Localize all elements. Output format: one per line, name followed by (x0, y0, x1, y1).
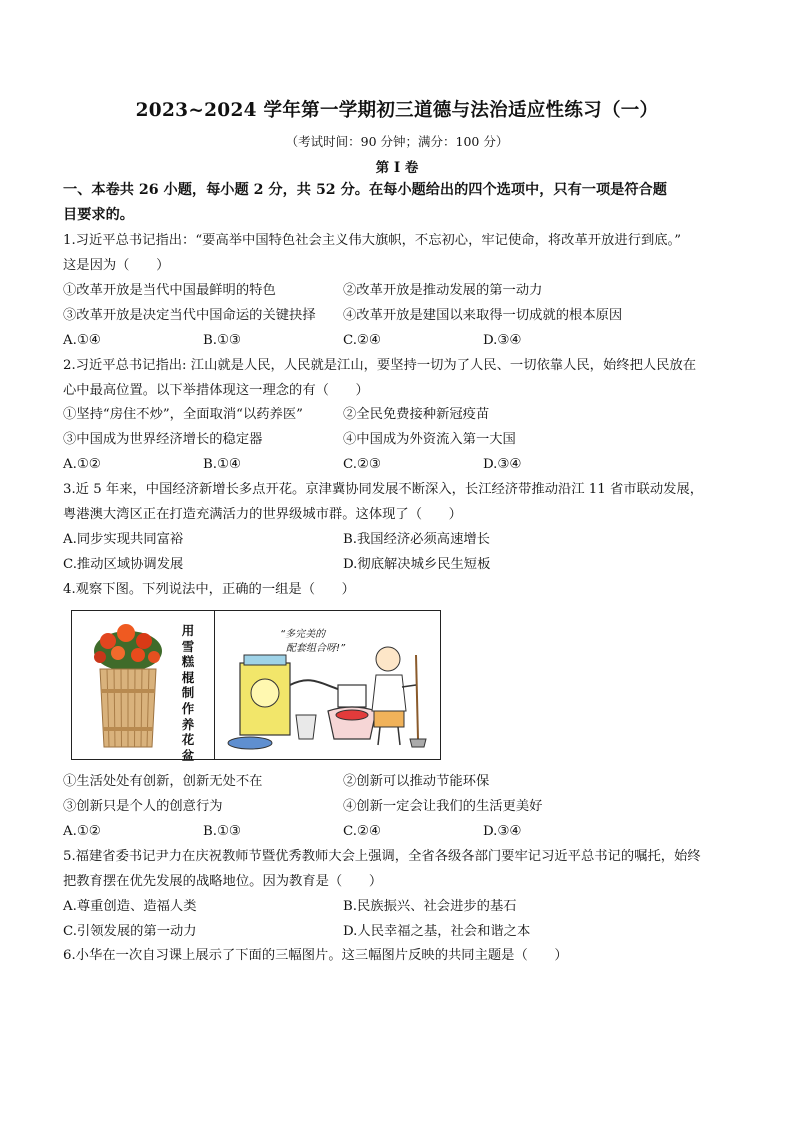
washing-machine-toilet-cartoon (220, 615, 440, 755)
q1-statement-3: ③改革开放是决定当代中国命运的关键抉择 (63, 308, 316, 323)
q4-statement-3: ③创新只是个人的创意行为 (63, 799, 223, 814)
q1-option-c[interactable]: C.②④ (343, 333, 381, 348)
q2-option-b[interactable]: B.①④ (203, 457, 241, 472)
page-title: 2023~2024 学年第一学期初三道德与法治适应性练习（一） (135, 100, 659, 121)
q4-statement-1: ①生活处处有创新，创新无处不在 (63, 774, 263, 789)
section-instruction-line2: 目要求的。 (63, 207, 134, 223)
q1-option-a[interactable]: A.①④ (63, 333, 101, 348)
q2-statement-1: ①坚持“房住不炒”，全面取消“以药养医” (63, 407, 303, 422)
question-5-stem: 5.福建省委书记尹力在庆祝教师节暨优秀教师大会上强调，全省各级各部门要牢记习近平总书记的嘱托，始终 (63, 849, 701, 864)
q4-statement-4: ④创新一定会让我们的生活更美好 (343, 799, 543, 814)
q1-statement-4: ④改革开放是建国以来取得一切成就的根本原因 (343, 308, 623, 323)
q2-option-a[interactable]: A.①② (63, 457, 101, 472)
q4-option-c[interactable]: C.②④ (343, 824, 381, 839)
q2-statement-4: ④中国成为外资流入第一大国 (343, 432, 516, 447)
q1-option-d[interactable]: D.③④ (483, 333, 522, 348)
cartoon-speech-line1: “多完美的 (280, 629, 326, 640)
q3-option-a[interactable]: A.同步实现共同富裕 (63, 532, 184, 547)
section-instruction-line1: 一、本卷共 26 小题，每小题 2 分，共 52 分。在每小题给出的四个选项中，只有一项是符合题 (63, 182, 667, 198)
q2-option-c[interactable]: C.②③ (343, 457, 381, 472)
question-6-stem: 6.小华在一次自习课上展示了下面的三幅图片。这三幅图片反映的共同主题是（ ） (63, 948, 568, 963)
q5-option-a[interactable]: A.尊重创造、造福人类 (63, 899, 197, 914)
q5-option-c[interactable]: C.引领发展的第一动力 (63, 924, 197, 939)
q4-option-d[interactable]: D.③④ (483, 824, 522, 839)
question-1-stem-cont: 这是因为（ ） (63, 258, 170, 273)
cartoon-speech-line2: 配套组合呀!” (286, 643, 346, 654)
question-3-stem-cont: 粤港澳大湾区正在打造充满活力的世界级城市群。这体现了（ ） (63, 507, 462, 522)
question-2-stem: 2.习近平总书记指出: 江山就是人民，人民就是江山，要坚持一切为了人民、一切依靠人民，始终把人民放在 (63, 358, 697, 373)
figure-caption-vertical: 用 雪 糕 棍 制 作 养 花 盆 (181, 623, 195, 763)
question-3-stem: 3.近 5 年来，中国经济新增长多点开花。京津冀协同发展不断深入，长江经济带推动沿江 11 省市联动发展， (63, 482, 704, 497)
popsicle-flowerpot-image (78, 619, 178, 754)
q2-option-d[interactable]: D.③④ (483, 457, 522, 472)
question-1-stem: 1.习近平总书记指出：“要高举中国特色社会主义伟大旗帜，不忘初心，牢记使命，将改革开放进行到底。” (63, 233, 681, 248)
q1-statement-1: ①改革开放是当代中国最鲜明的特色 (63, 283, 276, 298)
q4-option-b[interactable]: B.①③ (203, 824, 241, 839)
q4-statement-2: ②创新可以推动节能环保 (343, 774, 490, 789)
figure-divider (214, 611, 215, 759)
q1-option-b[interactable]: B.①③ (203, 333, 241, 348)
q4-option-a[interactable]: A.①② (63, 824, 101, 839)
volume-heading: 第 I 卷 (375, 160, 419, 176)
question-5-stem-cont: 把教育摆在优先发展的战略地位。因为教育是（ ） (63, 874, 383, 889)
q2-statement-2: ②全民免费接种新冠疫苗 (343, 407, 490, 422)
q5-option-b[interactable]: B.民族振兴、社会进步的基石 (343, 899, 517, 914)
question-4-figure (71, 610, 441, 763)
question-4-stem: 4.观察下图。下列说法中，正确的一组是（ ） (63, 582, 355, 597)
q5-option-d[interactable]: D.人民幸福之基，社会和谐之本 (343, 924, 531, 939)
exam-info: （考试时间：90 分钟；满分：100 分） (285, 134, 509, 149)
q1-statement-2: ②改革开放是推动发展的第一动力 (343, 283, 543, 298)
q3-option-d[interactable]: D.彻底解决城乡民生短板 (343, 557, 491, 572)
q3-option-b[interactable]: B.我国经济必须高速增长 (343, 532, 490, 547)
q2-statement-3: ③中国成为世界经济增长的稳定器 (63, 432, 263, 447)
question-2-stem-cont: 心中最高位置。以下举措体现这一理念的有（ ） (63, 383, 369, 398)
q3-option-c[interactable]: C.推动区域协调发展 (63, 557, 184, 572)
